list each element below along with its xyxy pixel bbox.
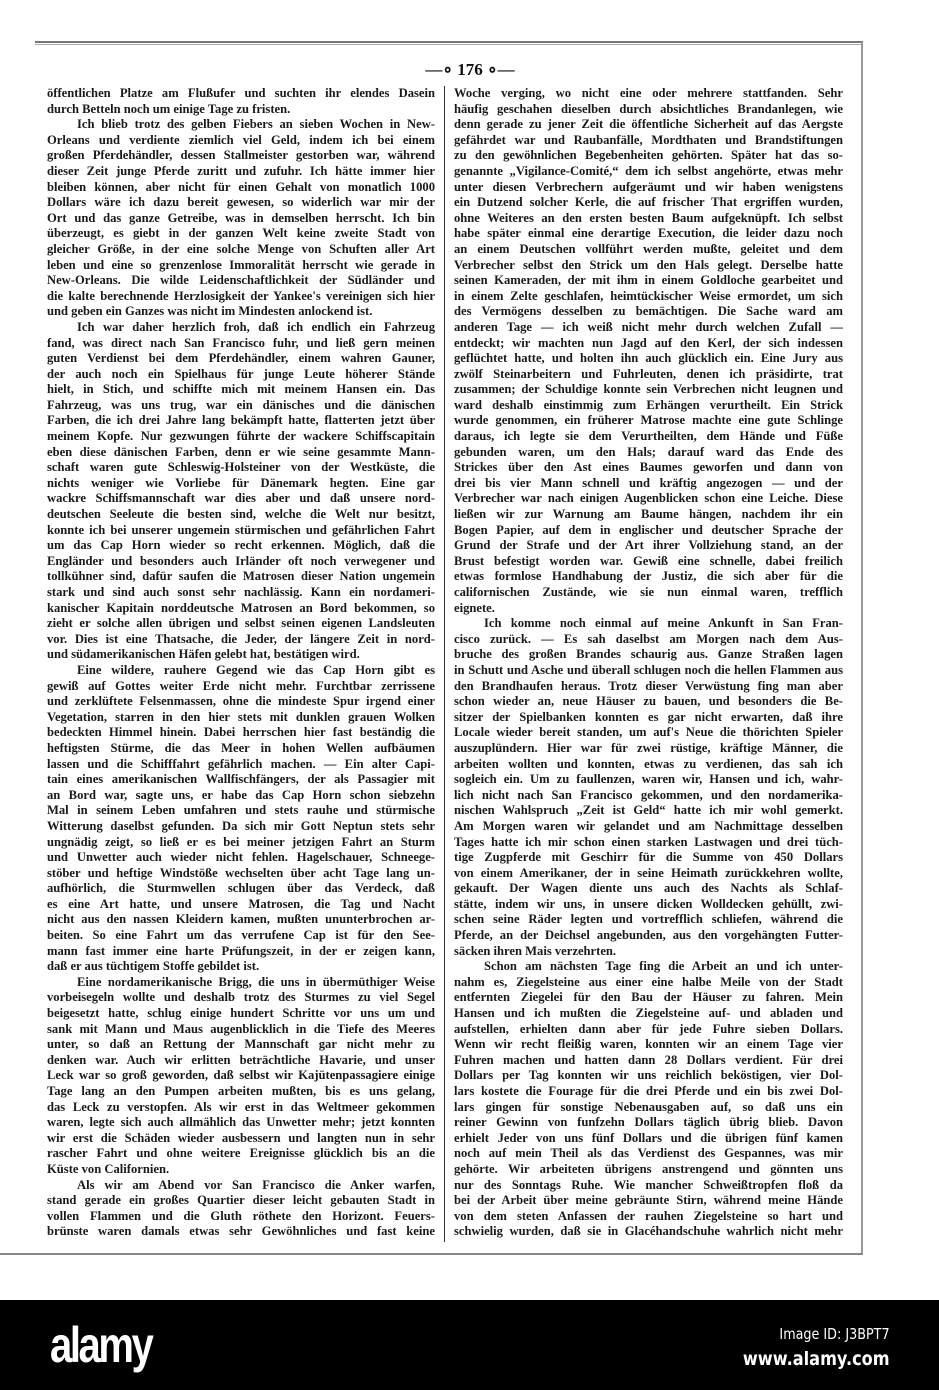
- text-line: eben diese dänischen Farben, denn er wie seine gesammte Mann-: [47, 444, 435, 459]
- text-line: kanischer Kapitain norddeutsche Matrosen an Bord bekommen, so: [47, 600, 435, 615]
- text-line: lars kostete die Fourage für die drei Pferde und ein bis zwei Dol-: [454, 1084, 843, 1098]
- text-line: vorbeisegeln wollte und deshalb trotz des Sturmes zu viel Segel: [47, 990, 435, 1005]
- text-line: anderen Tage — ich weiß nicht mehr durch welchen Zufall —: [454, 319, 843, 334]
- text-line: nur des Sonntags Ruhe. Wie mancher Schweißtropfen floß da: [454, 1177, 843, 1192]
- text-line: Ich blieb trotz des gelben Fiebers an sieben Wochen in New-: [77, 117, 435, 132]
- paragraph: [454, 959, 843, 1240]
- text-line: meinem Kopfe. Nur gezwungen führte der wackere Schiffscapitain: [47, 429, 435, 444]
- text-line: denn gerade zu jener Zeit die öffentliche Sicherheit auf das Aergste: [454, 117, 843, 132]
- text-line: Wenn wir recht fleißig waren, konnten wir an einem Tage vier: [454, 1037, 843, 1052]
- text-line: noch auf mein Theil als das Verdienst des Gespannes, was mir: [454, 1146, 843, 1161]
- text-line: gebunden waren, um den Hals; darauf ward das Ende des: [454, 444, 843, 459]
- text-line: aufhörlich, die Sturmwellen schlugen über das Verdeck, daß: [47, 881, 435, 896]
- text-line: von dem steten Anfassen der rauhen Ziegelsteine so hart und: [454, 1208, 843, 1223]
- text-line: von einem Amerikaner, der in seine Heimath zurückkehren wollte,: [454, 865, 843, 880]
- text-line: und Unwetter auch wieder nicht fehlen. Hagelschauer, Schneege-: [47, 850, 435, 865]
- text-line: Verbrecher selbst den Strick um den Hals gelegt. Derselbe hatte: [454, 257, 843, 272]
- text-line: etwas formlose Handhabung der Justiz, die sich aber für die: [454, 569, 843, 584]
- text-line: stand gerade ein großes Quartier dieser leicht gebauten Stadt in: [47, 1193, 435, 1208]
- text-line: seinen Kameraden, der mit ihm in einem Goldloche gearbeitet und: [454, 273, 843, 288]
- text-line: Woche verging, wo nicht eine oder mehrere stattfanden. Sehr: [454, 86, 843, 100]
- text-line: aufstellen, erhielten dann aber für jede Fuhre sieben Dollars.: [454, 1021, 843, 1036]
- text-line: sank mit Mann und Maus augenblicklich in die Tiefe des Meeres: [47, 1021, 435, 1036]
- text-line: New-Orleans. Die wilde Leidenschaftlichkeit der Südländer und: [47, 273, 435, 288]
- text-line: habe später einmal eine derartige Execution, die leider dazu noch: [454, 226, 843, 241]
- text-line: bleiben können, aber nicht für einen Gehalt von monatlich 1000: [47, 179, 435, 194]
- paragraph: [47, 117, 435, 320]
- text-line: großen Pferdehändler, dessen Stallmeister gestorben war, während: [47, 148, 435, 163]
- text-line: Ich komme noch einmal auf meine Ankunft in San Fran-: [484, 616, 843, 631]
- text-line: erhielt Jeder von uns fünf Dollars und die übrigen fünf kamen: [454, 1130, 843, 1145]
- text-line: den Brandhaufen heraus. Trotz dieser Verwüstung fing man aber: [454, 678, 843, 693]
- text-line: denken war. Auch wir erlitten beträchtliche Havarie, und unser: [47, 1052, 435, 1067]
- text-line: zwölf Steinarbeitern und Fuhrleuten, denen ich präsidirte, trat: [454, 366, 843, 381]
- text-line: bruche des großen Brandes schaurig aus. Ganze Straßen lagen: [454, 647, 843, 662]
- text-line: in einem Zelte geschlafen, heimtückischer Weise ermordet, um sich: [454, 288, 843, 303]
- text-line: eignete.: [454, 600, 495, 615]
- paragraph: [454, 86, 843, 616]
- text-line: Ort und das ganze Getreibe, was in demselben herrscht. Ich bin: [47, 210, 435, 225]
- column-divider: [444, 86, 445, 1242]
- text-line: an Bord war, sagte uns, er habe das Cap Horn schon siebzehn: [47, 787, 435, 802]
- text-line: schaft waren gute Schleswig-Holsteiner von der Westküste, die: [47, 460, 435, 475]
- text-line: ließen wir zur Warnung am Baume hängen, nachdem ihr ein: [454, 507, 843, 522]
- text-line: schon wieder an, neue Häuser zu bauen, und besonders die Be-: [454, 694, 843, 709]
- text-line: cisco zurück. — Es sah daselbst am Morgen nach dem Aus-: [454, 631, 843, 646]
- text-line: der auch noch ein Spielhaus für junge Leute höherer Stände: [47, 366, 435, 381]
- text-line: wackre Schiffsmannschaft war dies aber und daß unsere nord-: [47, 491, 435, 506]
- text-line: schwielig wurden, daß sie in Glacéhandschuhe wahrlich nicht mehr: [454, 1224, 843, 1239]
- text-line: schen seine Räder legten und vortrefflich schliefen, während die: [454, 912, 843, 927]
- watermark-bar: [0, 1300, 939, 1390]
- text-line: überzeugt, es giebt in der ganzen Welt keine zweite Stadt von: [47, 226, 435, 241]
- text-line: mann fast immer eine harte Prüfungszeit, in der er zeigen kann,: [47, 943, 435, 958]
- text-line: beiten. So eine Fahrt um das verrufene Cap ist für den See-: [47, 928, 435, 943]
- text-line: es eine Art hatte, und unsere Matrosen, die Tag und Nacht: [47, 896, 435, 911]
- text-line: zu den gewöhnlichen Begebenheiten gehörten. Später hat das so-: [454, 148, 843, 163]
- text-line: Eine wildere, rauhere Gegend wie das Cap Horn gibt es: [77, 662, 435, 677]
- text-line: unter, so daß an Rettung der Mannschaft gar nicht mehr zu: [47, 1037, 435, 1052]
- text-line: bedeckten Himmel hinein. Dabei herrschen hier fast beständig die: [47, 725, 435, 740]
- text-line: vor. Dies ist eine Thatsache, die Jeder, der längere Zeit in nord-: [47, 631, 435, 646]
- text-line: daraus, ich legte sie dem Verurtheilten, dem Hände und Füße: [454, 429, 843, 444]
- top-rule: [35, 41, 863, 43]
- text-line: Engländer und besonders auch Irländer oft noch verwegener und: [47, 553, 435, 568]
- text-line: californischen Zustände, wie sie nun einmal waren, trefflich: [454, 585, 843, 599]
- text-line: arbeiten wollten und konnten, etwas zu verdienen, das sah ich: [454, 756, 843, 771]
- text-line: fand, was direct nach San Francisco fuhr, und ließ gern meinen: [47, 335, 435, 350]
- text-line: gefährdet war und Raubanfälle, Mordthaten und Brandstiftungen: [454, 132, 843, 147]
- text-line: rascher Fahrt und ohne weitere Ereignisse glücklich bis an die: [47, 1146, 435, 1161]
- text-line: tollkühner sind, dafür saufen die Matrosen dieser Nation ungemein: [47, 569, 435, 584]
- text-line: stöber und heftige Windstöße wechselten über acht Tage lang un-: [47, 865, 435, 880]
- text-line: vollen Flammen und die Gluth röthete den Horizont. Feuers-: [47, 1208, 435, 1223]
- text-line: Fuhren machen und hatten dann 28 Dollars verdient. Für drei: [454, 1052, 843, 1067]
- text-line: zieht er solche allen übrigen und selbst seinen eigenen Landsleuten: [47, 616, 435, 631]
- text-line: Witterung daselbst gefunden. Da sich mir Gott Neptun stets sehr: [47, 818, 435, 833]
- text-column-left: [47, 86, 435, 1240]
- text-line: Als wir am Abend vor San Francisco die Anker warfen,: [77, 1177, 435, 1192]
- text-line: entdeckt; wir machten nun Jagd auf den Kerl, der sich indessen: [454, 335, 843, 350]
- text-line: auszuplündern. Hier war für zwei rüstige, kräftige Männer, die: [454, 740, 843, 755]
- text-line: in Schutt und Asche und überall schlugen noch die hellen Flammen aus: [454, 662, 843, 677]
- text-line: Mal in seinem Leben umfahren und stets rauhe und stürmische: [47, 803, 435, 818]
- text-line: sitzer der Spielbanken konnten es gar nicht erwarten, daß ihre: [454, 709, 843, 724]
- text-line: guten Verdienst bei dem Pferdehändler, einem wahren Gauner,: [47, 351, 435, 366]
- text-column-right: [454, 86, 843, 1240]
- text-line: nicht aus den nassen Kleidern kamen, mußten ununterbrochen ar-: [47, 912, 435, 927]
- text-line: brünste waren damals etwas sehr Gewöhnliches und fast keine: [47, 1224, 435, 1239]
- text-line: geflüchtet hatte, und holten ihn auch glücklich ein. Eine Jury aus: [454, 351, 843, 366]
- text-line: Ich war daher herzlich froh, daß ich endlich ein Fahrzeug: [77, 319, 435, 334]
- text-line: dieser Zeit junge Pferde zuritt und zufuhr. Ich hätte immer hier: [47, 163, 435, 178]
- text-line: Orleans und verdiente ziemlich viel Geld, indem ich bei einem: [47, 132, 435, 147]
- paragraph: [454, 616, 843, 959]
- text-line: Fahrzeug, was uns trug, war ein dänisches und die dänischen: [47, 397, 435, 412]
- text-line: konnte ich bei unserer ungemein stürmischen und gefährlichen Fahrt: [47, 522, 435, 537]
- text-line: hielt, in Stich, und schiffte mich mit meinem Hansen ein. Das: [47, 382, 435, 397]
- text-line: drei bis vier Mann schnell und kräftig angezogen — und der: [454, 475, 843, 490]
- site-url: www.alamy.com: [743, 1348, 890, 1370]
- text-line: lassen und die Schifffahrt gefährlich machen. — Ein alter Capi-: [47, 756, 435, 771]
- text-line: tain eines amerikanischen Wallfischfängers, der als Passagier mit: [47, 772, 435, 787]
- text-line: beigesetzt hatte, schlug einige hundert Schritte vor uns um und: [47, 1006, 435, 1021]
- text-line: Dollars wäre ich dazu bereit gewesen, so widerlich war mir der: [47, 195, 435, 210]
- text-line: gewiß auf Gottes weiter Erde nicht mehr. Furchtbar zerrissene: [47, 678, 435, 693]
- text-line: und südamerikanischen Häfen gelebt hat, bestätigen wird.: [47, 647, 360, 662]
- text-line: Schon am nächsten Tage fing die Arbeit an und ich unter-: [484, 959, 843, 974]
- text-line: Hansen und ich mußten die Ziegelsteine auf- und abladen und: [454, 1006, 843, 1021]
- text-line: lich nicht nach San Francisco gekommen, und den nordamerika-: [454, 787, 843, 802]
- text-line: Brust befestigt worden war. Gewiß eine schnelle, dabei freilich: [454, 553, 843, 568]
- text-line: unter diesen Verbrechern aufgeräumt und wir haben wenigstens: [454, 179, 843, 194]
- text-line: ohne Weiteres an den ersten besten Baum aufgeknüpft. Ich selbst: [454, 210, 843, 225]
- text-line: öffentlichen Platze am Flußufer und suchten ihr elendes Dasein: [47, 86, 435, 100]
- text-line: das Leck zu verstopfen. Als wir erst in das Weltmeer gekommen: [47, 1099, 435, 1114]
- top-rule-thin: [35, 44, 863, 45]
- text-line: an einem Deutschen vollführt werden mußte, geleitet und dem: [454, 241, 843, 256]
- text-line: Pferde, an der Deichsel angebunden, aus den vorgehängten Futter-: [454, 928, 843, 943]
- text-line: Grund der Strafe und der Art ihrer Vollziehung stand, an der: [454, 538, 843, 553]
- text-line: gekauft. Der Wagen diente uns auch des Nachts als Schlaf-: [454, 881, 843, 896]
- text-line: entfernten Ziegelei für den Bau der Häuser zu fahren. Mein: [454, 990, 843, 1005]
- text-line: gehörte. Wir arbeiteten übrigens anstrengend und gönnten uns: [454, 1161, 843, 1176]
- text-line: Eine nordamerikanische Brigg, die uns in übermüthiger Weise: [77, 974, 435, 989]
- text-line: ungnädig zeigt, so ließ er es bei meiner jetzigen Fahrt an Sturm: [47, 834, 435, 849]
- text-line: häufig geschahen dieselben durch absichtliches Brandanlegen, wie: [454, 101, 843, 116]
- text-line: Küste von Californien.: [47, 1161, 170, 1176]
- text-line: waren, legte sich auch allmählich das Unwetter mehr; jetzt konnten: [47, 1115, 435, 1130]
- text-line: zusammen; der Schuldige konnte sein Verbrechen nicht leugnen und: [454, 382, 843, 397]
- page-number: —∘ 176 ∘—: [425, 60, 515, 79]
- text-line: wurde genommen, ein früherer Matrose machte eine gute Schlinge: [454, 413, 843, 428]
- text-line: nischen Wahlspruch „Zeit ist Geld“ hatte ich mir wohl gemerkt.: [454, 803, 843, 818]
- paragraph: [47, 975, 435, 1178]
- text-line: leben und eine so grenzenlose Immoralität herrscht wie gerade in: [47, 257, 435, 272]
- text-line: lars gingen für sonstige Nebenausgaben auf, so daß uns ein: [454, 1099, 843, 1114]
- text-line: heftigsten Stürme, die das Meer in hohen Wellen aufbäumen: [47, 740, 435, 755]
- text-line: Tage lang an den Pumpen arbeiten mußten, bis es uns gelang,: [47, 1084, 435, 1098]
- image-id-label: Image ID: J3BPT7: [779, 1325, 890, 1343]
- paragraph: [47, 663, 435, 975]
- text-line: sogleich ein. Um zu faullenzen, waren wir, Hansen und ich, wahr-: [454, 772, 843, 787]
- text-line: Leck war so groß geworden, daß selbst wir Kajütenpassagiere einige: [47, 1068, 435, 1083]
- text-line: Locale wieder bereit standen, um auf's Neue die thörichten Spieler: [454, 725, 843, 740]
- text-line: die kalte berechnende Herzlosigkeit der Yankee's vereinigen sich hier: [47, 288, 435, 303]
- text-line: und zerklüftete Felsenmassen, ohne die mindeste Spur irgend einer: [47, 694, 435, 709]
- text-line: und geben ein Ganzes was nicht im Mindesten anlockend ist.: [47, 304, 373, 319]
- text-line: Tages hatte ich mir schon einen starken Lastwagen und drei tüch-: [454, 834, 843, 849]
- paragraph: [47, 320, 435, 663]
- paragraph: [47, 1178, 435, 1240]
- text-line: durch Betteln noch um einige Tage zu fristen.: [47, 101, 291, 116]
- text-line: genannte „Vigilance-Comité,“ dem ich selbst angehörte, etwas mehr: [454, 163, 843, 178]
- paragraph: [47, 86, 435, 117]
- text-line: wir erst die Schäden wieder ausbessern und langten nun in sehr: [47, 1130, 435, 1145]
- text-line: Vegetation, starren in den hier stets mit dunklen grauen Wolken: [47, 709, 435, 724]
- text-line: bei der Arbeit über meine gebräunte Stirn, während meine Hände: [454, 1193, 843, 1208]
- text-line: säcken ihren Mais verzehrten.: [454, 943, 617, 958]
- text-line: daß er aus tüchtigem Stoffe gebildet ist.: [47, 959, 260, 974]
- text-line: Am Morgen waren wir gelandet und am Nachmittage desselben: [454, 818, 843, 833]
- text-line: reiner Gewinn von funfzehn Dollars täglich übrig blieb. Davon: [454, 1115, 843, 1130]
- text-line: des Vermögens desselben zu bemächtigen. Die Sache ward am: [454, 304, 843, 319]
- text-line: ein Dutzend solcher Kerle, die auf frischer That ergriffen wurden,: [454, 195, 843, 210]
- right-border-rule: [861, 42, 863, 1254]
- text-line: ward deshalb einstimmig zum Erhängen verurtheilt. Ein Strick: [454, 397, 843, 412]
- text-line: Strickes über den Ast eines Baumes geworfen und dann von: [454, 460, 843, 475]
- text-line: nichts weniger wie Vorliebe für Dänemark hegten. Eine gar: [47, 475, 435, 490]
- text-line: um das Cap Horn wieder so recht erkennen. Möglich, daß die: [47, 538, 435, 553]
- text-line: deutschen Seeleute die besten sind, welche die Welt nur besitzt,: [47, 507, 435, 522]
- bottom-rule: [0, 1253, 863, 1255]
- text-line: nahm es, Ziegelsteine aus einer eine halbe Meile von der Stadt: [454, 974, 843, 989]
- text-line: Dollars per Tag konnten wir uns reichlich beköstigen, vier Dol-: [454, 1068, 843, 1083]
- text-line: tige Zugpferde mit Geschirr für die Summe von 450 Dollars: [454, 850, 843, 865]
- text-line: stätte, indem wir uns, in unsere dicken Wolldecken gehüllt, zwi-: [454, 896, 843, 911]
- text-line: Farben, die ich drei Jahre lang bekämpft hatte, flatterten jetzt über: [47, 413, 435, 428]
- text-line: gleicher Größe, in der eine solche Menge von Schuften aller Art: [47, 241, 435, 256]
- text-line: stark und sind auch sonst sehr nachlässig. Kann ein nordameri-: [47, 585, 435, 599]
- text-line: Verbrecher war nach einigen Augenblicken schon eine Leiche. Diese: [454, 491, 843, 506]
- text-line: Bogen Papier, auf dem in englischer und deutscher Sprache der: [454, 522, 843, 537]
- alamy-logo: alamy: [50, 1317, 152, 1373]
